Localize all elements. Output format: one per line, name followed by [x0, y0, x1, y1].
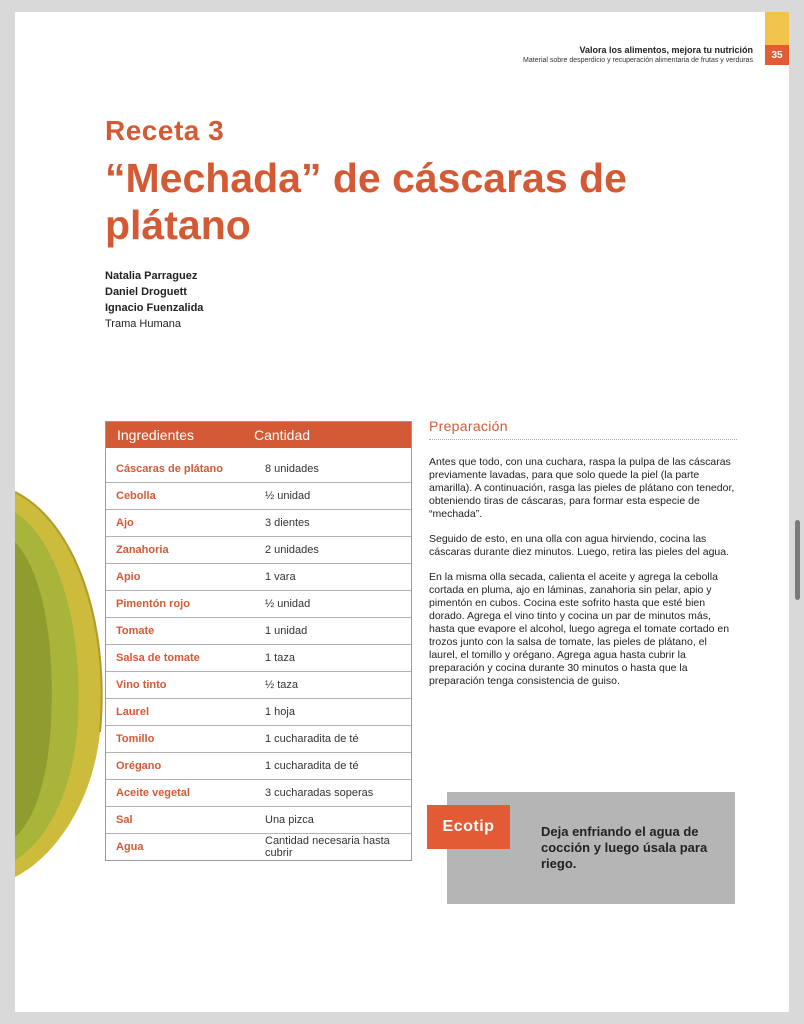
table-row — [106, 807, 411, 834]
author-name: Daniel Droguett — [105, 286, 187, 298]
running-header-title: Valora los alimentos, mejora tu nutrición — [579, 45, 753, 55]
ingredient-name: Cáscaras de plátano — [116, 463, 223, 475]
ingredient-quantity: 1 cucharadita de té — [265, 760, 359, 772]
ingredient-quantity: 1 taza — [265, 652, 295, 664]
ingredient-name: Aceite vegetal — [116, 787, 190, 799]
table-row — [106, 726, 411, 753]
ingredient-name: Pimentón rojo — [116, 598, 190, 610]
ingredient-name: Apio — [116, 571, 141, 583]
ingredient-quantity: 1 cucharadita de té — [265, 733, 359, 745]
table-row — [106, 618, 411, 645]
top-tab-decoration — [765, 12, 789, 45]
table-row — [106, 834, 411, 860]
preparation-text — [429, 456, 737, 700]
table-row — [106, 456, 411, 483]
ingredients-table-header — [106, 422, 411, 448]
ingredient-name: Ajo — [116, 517, 134, 529]
author-name: Natalia Parraguez — [105, 270, 198, 282]
table-row — [106, 780, 411, 807]
ingredients-table — [105, 421, 412, 861]
ingredient-quantity: 3 cucharadas soperas — [265, 787, 374, 799]
ingredient-name: Tomate — [116, 625, 155, 637]
ingredient-quantity: 1 unidad — [265, 625, 308, 637]
recipe-number-label: Receta 3 — [105, 115, 225, 146]
running-header-subtitle: Material sobre desperdicio y recuperación alimentaria de frutas y verduras — [523, 57, 753, 64]
ingredient-name: Tomillo — [116, 733, 155, 745]
ingredient-quantity: 2 unidades — [265, 544, 319, 556]
table-row — [106, 537, 411, 564]
ingredient-name: Cebolla — [116, 490, 156, 502]
preparation-paragraph: Seguido de esto, en una olla con agua hirviendo, cocina las cáscaras durante diez minutos. Luego, retira las pieles del agua. — [429, 533, 730, 558]
table-row — [106, 645, 411, 672]
table-row — [106, 699, 411, 726]
ingredient-name: Salsa de tomate — [116, 652, 200, 664]
ingredient-quantity: 8 unidades — [265, 463, 319, 475]
ingredient-name: Vino tinto — [116, 679, 167, 691]
preparation-heading: Preparación — [429, 418, 737, 440]
author-name: Ignacio Fuenzalida — [105, 302, 204, 314]
header-ingredients: Ingredientes — [117, 427, 195, 443]
document-page — [15, 12, 789, 1012]
ingredient-quantity: 1 hoja — [265, 706, 295, 718]
recipe-title: “Mechada” de cáscaras de plátano — [105, 155, 627, 248]
ingredient-name: Zanahoria — [116, 544, 169, 556]
ingredient-name: Agua — [116, 841, 144, 853]
ingredient-quantity: ½ unidad — [265, 490, 311, 502]
author-organization: Trama Humana — [105, 318, 182, 330]
ingredient-quantity: 3 dientes — [265, 517, 310, 529]
preparation-paragraph: Antes que todo, con una cuchara, raspa la pulpa de las cáscaras previamente lavadas, para que solo quede la piel (la parte amarilla). A continuación, rasga las pieles de plátano con tenedor, obteniendo tiras de cáscaras, para formar esta especie de “mechada”. — [429, 456, 735, 520]
ingredient-quantity: ½ taza — [265, 679, 299, 691]
table-row — [106, 672, 411, 699]
banana-peel-image — [15, 482, 115, 882]
ecotip-label: Ecotip — [427, 805, 510, 849]
authors-block — [105, 268, 203, 332]
table-row — [106, 591, 411, 618]
scrollbar-thumb[interactable] — [795, 520, 800, 600]
ingredient-quantity: Una pizca — [265, 814, 314, 826]
ingredient-quantity: 1 vara — [265, 571, 296, 583]
ingredient-quantity: ½ unidad — [265, 598, 311, 610]
table-row — [106, 564, 411, 591]
header-quantity: Cantidad — [254, 427, 311, 443]
table-row — [106, 753, 411, 780]
table-row — [106, 510, 411, 537]
preparation-paragraph: En la misma olla secada, calienta el aceite y agrega la cebolla cortada en pluma, ajo en láminas, zanahoria sin pelar, apio y pimentón en cubos. Cocina este sofrito hasta que esté bien dorado. Agrega el vino tinto y cocina un par de minutos más, hasta que evapore el alcohol, luego agrega el tomate cortado en trozos junto con la salsa de tomate, las pieles de plátano, el laurel, el tomillo y orégano. Agrega agua hasta cubrir la preparación y cocina durante 30 minutos o hasta que la preparación tenga consistencia de guiso. — [429, 571, 730, 687]
ingredient-name: Laurel — [116, 706, 150, 718]
ecotip-text: Deja enfriando el agua de cocción y luego úsala para riego. — [541, 824, 708, 871]
ingredient-name: Sal — [116, 814, 133, 826]
table-row — [106, 483, 411, 510]
ingredient-name: Orégano — [116, 760, 162, 772]
page-number: 35 — [765, 45, 789, 65]
ingredient-quantity: Cantidad necesaria hasta cubrir — [265, 835, 390, 859]
